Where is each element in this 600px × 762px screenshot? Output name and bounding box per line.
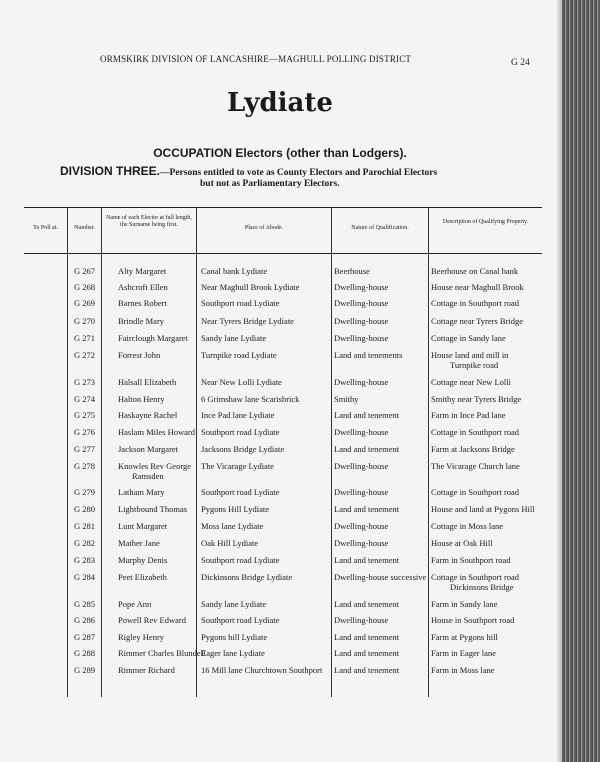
row-name: Jackson Margaret [118,444,179,454]
row-abode: Dickinsons Bridge Lydiate [201,572,293,582]
row-nature: Land and tenement [334,555,400,565]
row-name: Barnes Robert [118,298,167,308]
row-nature: Dwelling-house [334,316,389,326]
page-title: Lydiate [227,88,333,118]
row-abode: Turnpike road Lydiate [201,350,277,360]
row-nature: Dwelling-house [334,427,389,437]
col-divider [428,207,429,697]
row-number: G 276 [74,427,96,437]
row-name: Rimmer Richard [118,665,175,675]
row-name: Forrest John [118,350,161,360]
col-divider [196,207,197,697]
row-nature: Land and tenement [334,599,400,609]
row-nature: Land and tenements [334,350,403,360]
row-abode: Southport road Lydiate [201,298,280,308]
row-number: G 267 [74,266,96,276]
row-description: The Vicarage Church lane [431,461,520,471]
row-description: Cottage in Moss lane [431,521,504,531]
row-number: G 288 [74,648,96,658]
row-name: Ashcroft Ellen [118,282,168,292]
row-number: G 279 [74,487,96,497]
row-name: Murphy Denis [118,555,168,565]
row-number: G 280 [74,504,96,514]
division-text-line2: but not as Parliamentary Electors. [200,178,340,189]
row-description: Smithy near Tyrers Bridge [431,394,522,404]
row-number: G 277 [74,444,96,454]
page-header: ORMSKIRK DIVISION OF LANCASHIRE—MAGHULL POLLING DISTRICT [100,54,412,64]
row-description: Cottage in Southport road [431,487,520,497]
row-name: Knowles Rev George [118,461,192,471]
row-nature: Dwelling-house [334,461,389,471]
row-abode: Southport road Lydiate [201,555,280,565]
row-description: Cottage in Southport road [431,298,520,308]
row-abode: 6 Grimshaw lane Scarisbrick [201,394,300,404]
row-description: Cottage in Southport road [431,427,520,437]
row-description: Cottage near Tyrers Bridge [431,316,524,326]
row-description: House land and mill in [431,350,509,360]
row-description: House and land at Pygons Hill [431,504,535,514]
row-name: Brindle Mary [118,316,165,326]
row-name: Latham Mary [118,487,165,497]
col-header-to-poll: To Poll at. [33,225,58,231]
row-nature: Land and tenement [334,410,400,420]
section-subtitle: OCCUPATION Electors (other than Lodgers). [153,146,407,160]
row-description: Farm at Jacksons Bridge [431,444,515,454]
row-number: G 270 [74,316,96,326]
row-number: G 281 [74,521,96,531]
division-heading [60,166,540,189]
row-number: G 287 [74,632,96,642]
row-abode: Canal bank Lydiate [201,266,268,276]
row-abode: 16 Mill lane Churchtown Southport [201,665,323,675]
row-name: Halsall Elizabeth [118,377,177,387]
row-description-continuation: Turnpike road [450,360,499,370]
row-nature: Dwelling-house [334,538,389,548]
row-nature: Dwelling-house [334,282,389,292]
row-nature: Dwelling-house [334,487,389,497]
col-header-nature: Nature of Qualification. [351,225,409,231]
row-description: Beerhouse on Canal bank [431,266,519,276]
row-abode: Pygons hill Lydiate [201,632,268,642]
row-number: G 289 [74,665,96,675]
division-label: DIVISION THREE. [60,164,161,178]
row-name: Mather Jane [118,538,160,548]
row-abode: Near New Lolli Lydiate [201,377,282,387]
row-number: G 272 [74,350,96,360]
row-description: Farm in Southport road [431,555,511,565]
col-header-name: Name of each Elector at full length, the Surname being first. [106,215,192,228]
row-number: G 274 [74,394,96,404]
row-name: Peet Elizabeth [118,572,167,582]
row-name: Haskayne Rachel [118,410,178,420]
row-number: G 273 [74,377,96,387]
row-abode: Near Maghull Brook Lydiate [201,282,300,292]
row-description: Farm in Eager lane [431,648,496,658]
row-number: G 283 [74,555,96,565]
row-abode: Ince Pad lane Lydiate [201,410,275,420]
row-name-continuation: Ramsden [132,471,164,481]
row-number: G 286 [74,615,96,625]
row-abode: Southport road Lydiate [201,487,280,497]
row-number: G 269 [74,298,96,308]
row-name: Lunt Margaret [118,521,168,531]
row-name: Pope Ann [118,599,152,609]
row-description: House at Oak Hill [431,538,493,548]
row-abode: Near Tyrers Bridge Lydiate [201,316,294,326]
row-nature: Beerhouse [334,266,370,276]
row-description: House in Southport road [431,615,515,625]
row-name: Lightbound Thomas [118,504,188,514]
row-abode: Sandy lane Lydiate [201,333,267,343]
row-name: Rimmer Charles Blundell [118,648,206,658]
row-description: Farm in Ince Pad lane [431,410,506,420]
row-description: Cottage in Sandy lane [431,333,506,343]
row-number: G 271 [74,333,96,343]
row-name: Halton Henry [118,394,165,404]
col-divider [67,207,68,697]
col-divider [331,207,332,697]
row-nature: Land and tenement [334,504,400,514]
col-header-abode: Place of Abode. [244,225,284,231]
row-abode: Moss lane Lydiate [201,521,264,531]
row-abode: Pygons Hill Lydiate [201,504,269,514]
row-number: G 284 [74,572,96,582]
row-nature: Dwelling-house [334,377,389,387]
row-abode: Jacksons Bridge Lydiate [201,444,285,454]
row-description: Cottage in Southport road [431,572,520,582]
row-nature: Smithy [334,394,359,404]
row-abode: Southport road Lydiate [201,427,280,437]
row-abode: Southport road Lydiate [201,615,280,625]
row-description: House near Maghull Brook [431,282,524,292]
page-stack-edge [562,0,600,762]
row-name: Powell Rev Edward [118,615,186,625]
row-nature: Land and tenement [334,632,400,642]
row-name: Fairclough Margaret [118,333,188,343]
row-description-continuation: Dickinsons Bridge [450,582,514,592]
row-number: G 275 [74,410,96,420]
row-nature: Dwelling-house [334,521,389,531]
row-nature: Land and tenement [334,648,400,658]
row-number: G 282 [74,538,96,548]
electors-table [24,207,542,697]
row-abode: Eager lane Lydiate [201,648,265,658]
division-text-line1: —Persons entitled to vote as County Electors and Parochial Electors [160,168,438,178]
row-abode: Sandy lane Lydiate [201,599,267,609]
col-divider [101,207,102,697]
row-description: Farm in Sandy lane [431,599,498,609]
col-header-number: Number. [74,225,95,231]
row-name: Haslam Miles Howard [118,427,195,437]
row-number: G 268 [74,282,96,292]
row-nature: Dwelling-house successive [334,572,427,582]
row-number: G 285 [74,599,96,609]
row-nature: Land and tenement [334,444,400,454]
row-description: Farm in Moss lane [431,665,495,675]
row-nature: Dwelling-house [334,298,389,308]
col-header-description: Description of Qualifying Property. [442,219,529,225]
row-number: G 278 [74,461,96,471]
row-abode: The Vicarage Lydiate [201,461,274,471]
row-nature: Land and tenement [334,665,400,675]
row-name: Rigley Henry [118,632,165,642]
row-description: Cottage near New Lolli [431,377,512,387]
row-abode: Oak Hill Lydiate [201,538,259,548]
row-name: Alty Margaret [118,266,167,276]
row-nature: Dwelling-house [334,615,389,625]
row-description: Farm at Pygons hill [431,632,498,642]
row-nature: Dwelling-house [334,333,389,343]
page-code: G 24 [511,58,530,68]
